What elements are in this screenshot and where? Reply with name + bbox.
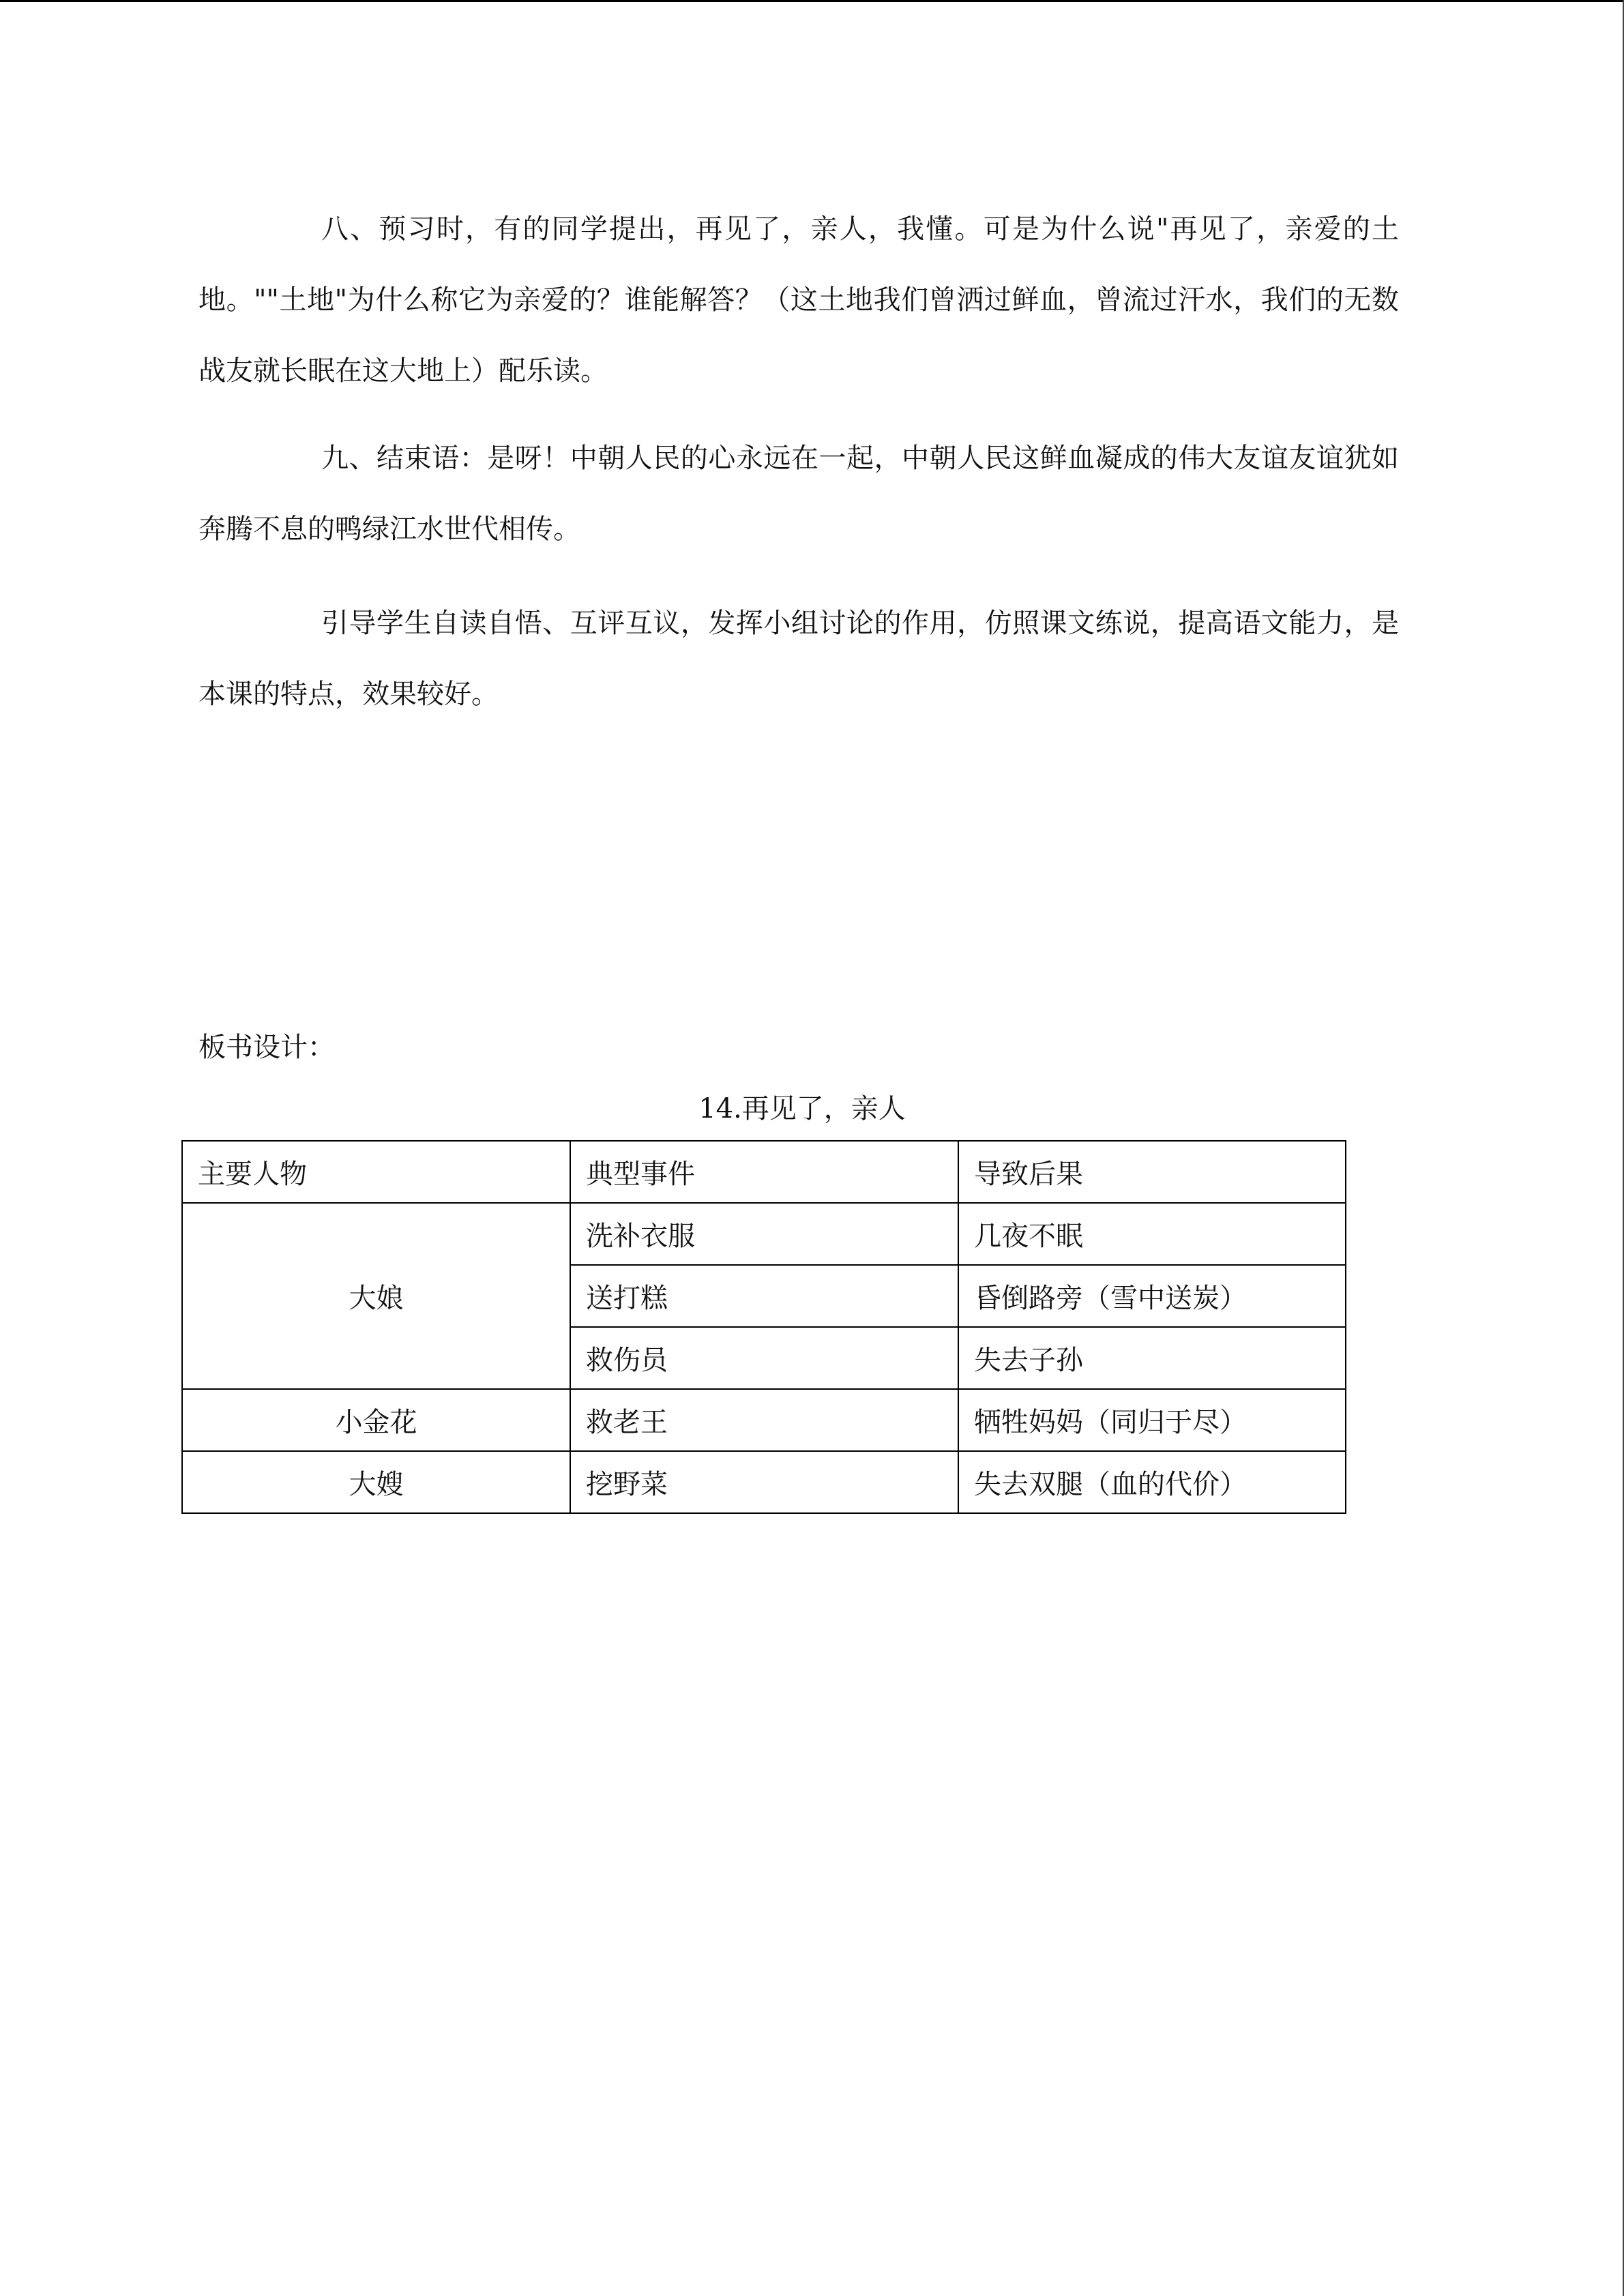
result-cell: 失去双腿（血的代价） — [958, 1451, 1346, 1513]
paragraph-eight: 八、预习时，有的同学提出，再见了，亲人，我懂。可是为什么说"再见了，亲爱的土地。""土地"为什么称它为亲爱的？谁能解答？（这土地我们曾洒过鲜血，曾流过汗水，我们的无数战友就长眠在这大地上）配乐读。 — [198, 213, 1399, 387]
board-design-label: 板书设计： — [198, 1032, 335, 1063]
result-cell: 昏倒路旁（雪中送炭） — [958, 1265, 1346, 1327]
header-cell-result: 导致后果 — [958, 1141, 1346, 1203]
event-cell: 救伤员 — [570, 1327, 958, 1389]
table-header-row — [182, 1141, 1346, 1203]
table-row — [182, 1389, 1346, 1451]
paragraph-nine: 九、结束语：是呀！中朝人民的心永远在一起，中朝人民这鲜血凝成的伟大友谊友谊犹如奔腾不息的鸭绿江水世代相传。 — [198, 443, 1399, 545]
event-cell: 救老王 — [570, 1389, 958, 1451]
person-cell: 大娘 — [182, 1203, 570, 1389]
header-cell-event: 典型事件 — [570, 1141, 958, 1203]
result-cell: 失去子孙 — [958, 1327, 1346, 1389]
result-cell: 牺牲妈妈（同归于尽） — [958, 1389, 1346, 1451]
result-cell: 几夜不眠 — [958, 1203, 1346, 1265]
event-cell: 洗补衣服 — [570, 1203, 958, 1265]
event-cell: 挖野菜 — [570, 1451, 958, 1513]
board-design-table — [181, 1140, 1346, 1514]
header-cell-person: 主要人物 — [182, 1141, 570, 1203]
table-title: 14.再见了，亲人 — [698, 1093, 906, 1124]
paragraph-reflection: 引导学生自读自悟、互评互议，发挥小组讨论的作用，仿照课文练说，提高语文能力，是本课的特点，效果较好。 — [198, 608, 1399, 710]
table-row — [182, 1203, 1346, 1265]
table-row — [182, 1451, 1346, 1513]
person-cell: 小金花 — [182, 1389, 570, 1451]
event-cell: 送打糕 — [570, 1265, 958, 1327]
person-cell: 大嫂 — [182, 1451, 570, 1513]
page-top-border — [0, 0, 1624, 2]
